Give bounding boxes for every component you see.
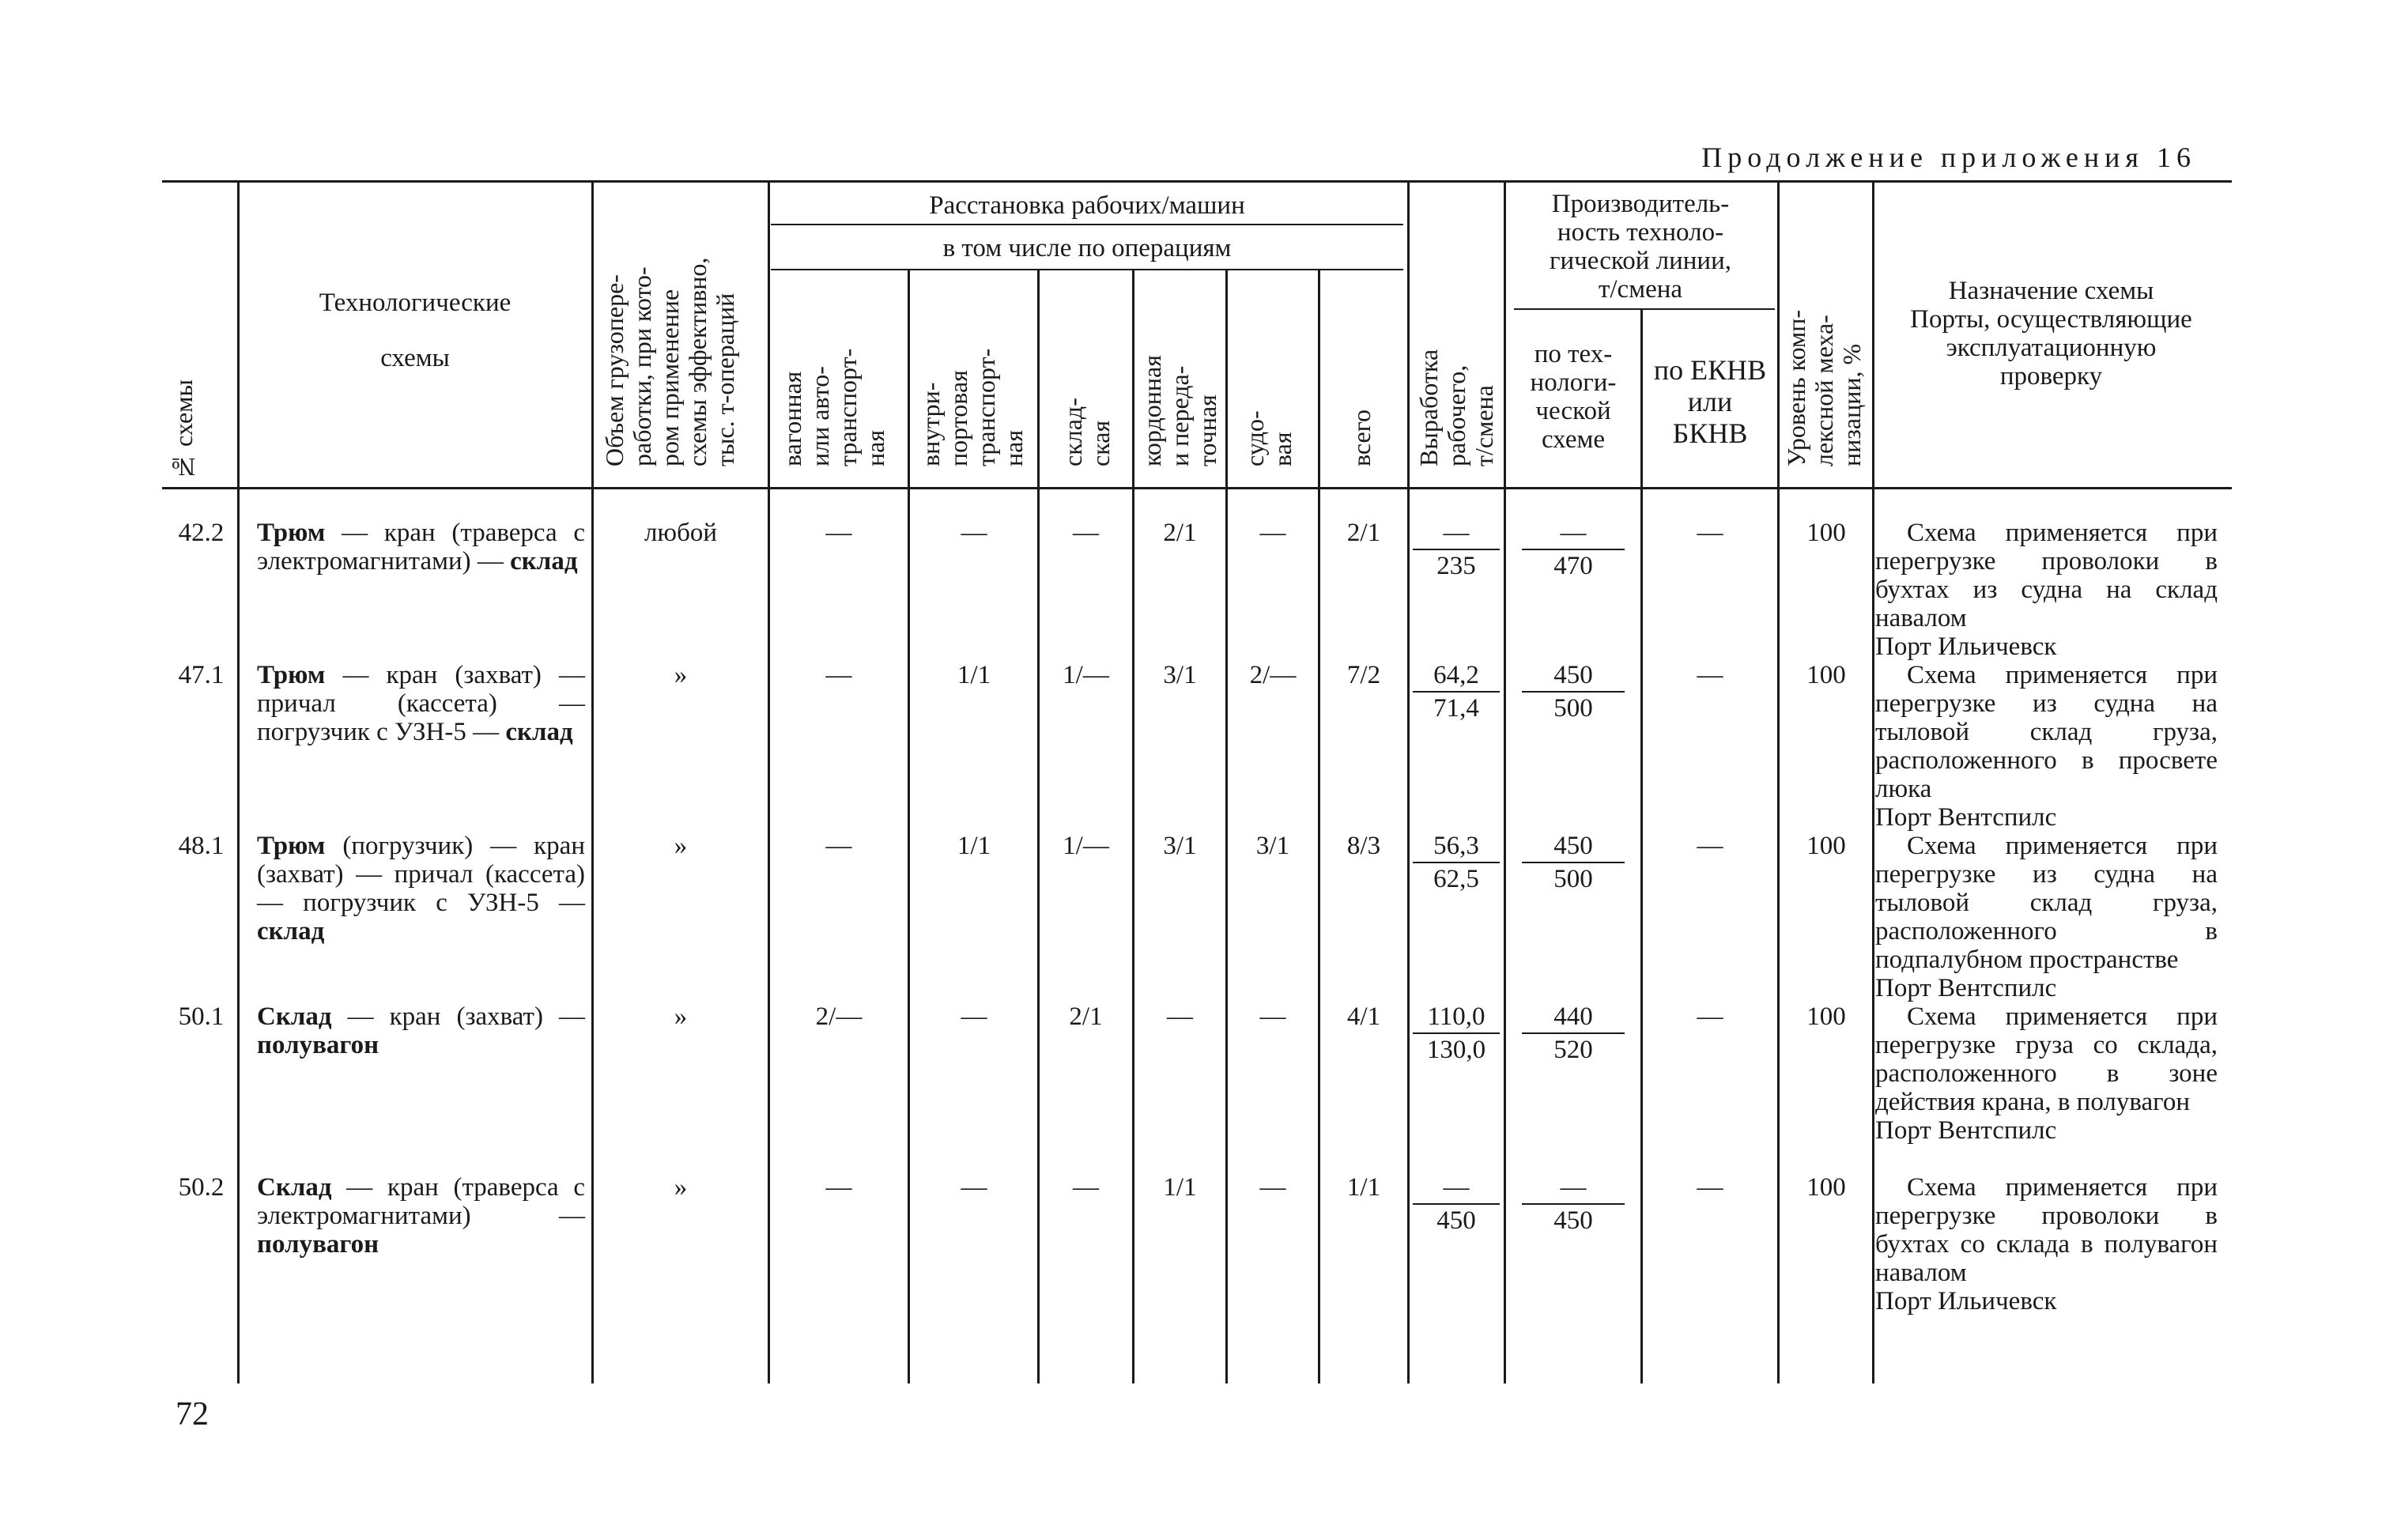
header-arrangement: Расстановка рабочих/машин bbox=[929, 191, 1245, 220]
row-prod-scheme: $\frac{440}{520}$ bbox=[1522, 1002, 1625, 1066]
row-num: 47.1 bbox=[178, 661, 225, 689]
row-scheme: Склад — кран (траверса с электромагнитами) — полувагон bbox=[257, 1173, 585, 1259]
row-op-total: 8/3 bbox=[1346, 832, 1381, 860]
row-op-ship: 2/— bbox=[1249, 661, 1297, 689]
row-purpose: Схема применяется при перегрузке из судна на тыловой склад груза, расположенного в просвете люка Порт Вентспилс bbox=[1875, 661, 2218, 832]
col-rule bbox=[768, 182, 770, 1383]
row-op-cordon: 3/1 bbox=[1163, 661, 1197, 689]
row-op-total: 2/1 bbox=[1346, 519, 1381, 547]
row-op-warehouse: 1/— bbox=[1063, 661, 1109, 689]
row-op-cordon: 3/1 bbox=[1163, 832, 1197, 860]
header-op-total: всего bbox=[1347, 409, 1376, 466]
row-mechanization: 100 bbox=[1806, 1002, 1846, 1031]
header-tech-schemes: Технологические схемы bbox=[319, 289, 512, 372]
row-output: — 450 bbox=[1413, 1173, 1500, 1236]
row-prod-ekhnv: — bbox=[1697, 832, 1723, 860]
row-output: $\frac{56,3}{62,5}$ bbox=[1413, 832, 1500, 895]
col-rule bbox=[1132, 269, 1134, 1383]
row-op-warehouse: 1/— bbox=[1063, 832, 1109, 860]
row-op-wagon: 2/— bbox=[815, 1002, 863, 1031]
page-header: Продолжение приложения 16 bbox=[1701, 142, 2196, 173]
row-prod-scheme: $\frac{450}{500}$ bbox=[1522, 661, 1625, 724]
row-op-internal: 1/1 bbox=[957, 661, 991, 689]
col-rule bbox=[1037, 269, 1040, 1383]
header-productivity: Производитель- ность техноло- гической линии, т/смена bbox=[1549, 190, 1732, 304]
operations-rule bbox=[771, 269, 1403, 270]
page-number: 72 bbox=[176, 1396, 209, 1432]
row-op-internal: 1/1 bbox=[957, 832, 991, 860]
col-rule bbox=[1318, 269, 1320, 1383]
header-mechanization: Уровень комп- лексной меха- низации, % bbox=[1782, 309, 1866, 466]
row-op-warehouse: 2/1 bbox=[1069, 1002, 1103, 1031]
row-op-internal: — bbox=[961, 1002, 987, 1031]
row-op-ship: — bbox=[1259, 519, 1286, 547]
row-scheme: Трюм — кран (захват) — причал (кассета) — погрузчик с УЗН-5 — склад bbox=[257, 661, 585, 746]
productivity-rule bbox=[1514, 308, 1775, 310]
row-op-internal: — bbox=[961, 1173, 987, 1202]
row-volume: » bbox=[674, 832, 688, 860]
col-rule bbox=[1872, 182, 1874, 1383]
header-prod-by-scheme: по тех- нологи- ческой схеме bbox=[1530, 340, 1617, 454]
col-rule bbox=[237, 182, 240, 1383]
row-volume: любой bbox=[644, 519, 718, 547]
row-prod-scheme: — 470 bbox=[1522, 519, 1625, 582]
header-op-ship: судо- вая bbox=[1240, 410, 1297, 466]
row-mechanization: 100 bbox=[1806, 832, 1846, 860]
header-by-operations: в том числе по операциям bbox=[942, 234, 1232, 262]
col-rule bbox=[1777, 182, 1780, 1383]
row-volume: » bbox=[674, 1173, 688, 1202]
row-op-cordon: 2/1 bbox=[1163, 519, 1197, 547]
col-rule bbox=[908, 269, 910, 1383]
row-op-wagon: — bbox=[825, 1173, 852, 1202]
header-op-wagon: вагонная или авто- транспорт- ная bbox=[778, 348, 889, 466]
col-rule bbox=[1407, 182, 1410, 1383]
row-op-ship: — bbox=[1259, 1002, 1286, 1031]
col-rule bbox=[591, 182, 594, 1383]
header-op-warehouse: склад- ская bbox=[1059, 398, 1115, 466]
header-bottom-rule bbox=[162, 487, 2232, 489]
header-prod-by-ekhnv: по ЕКНВ или БКНВ bbox=[1653, 354, 1767, 449]
row-mechanization: 100 bbox=[1806, 519, 1846, 547]
row-purpose: Схема применяется при перегрузке проволоки в бухтах из судна на склад навалом Порт Ильичевск bbox=[1875, 519, 2218, 661]
table-top-rule bbox=[162, 180, 2232, 183]
row-op-total: 1/1 bbox=[1346, 1173, 1381, 1202]
row-volume: » bbox=[674, 1002, 688, 1031]
row-prod-ekhnv: — bbox=[1697, 1173, 1723, 1202]
row-prod-scheme: — 450 bbox=[1522, 1173, 1625, 1236]
row-prod-ekhnv: — bbox=[1697, 661, 1723, 689]
header-output: Выработка рабочего, т/смена bbox=[1414, 349, 1498, 466]
row-num: 50.1 bbox=[178, 1002, 225, 1031]
row-op-ship: — bbox=[1259, 1173, 1286, 1202]
row-purpose: Схема применяется при перегрузке проволоки в бухтах со склада в полувагон навалом Порт Ильичевск bbox=[1875, 1173, 2218, 1315]
header-op-cordon: кордонная и переда- точная bbox=[1138, 355, 1221, 466]
row-scheme: Склад — кран (захват) — полувагон bbox=[257, 1002, 585, 1059]
row-output: $\frac{110,0}{130,0}$ bbox=[1413, 1002, 1500, 1066]
row-op-warehouse: — bbox=[1073, 519, 1099, 547]
row-output: $\frac{64,2}{71,4}$ bbox=[1413, 661, 1500, 724]
row-mechanization: 100 bbox=[1806, 1173, 1846, 1202]
row-op-wagon: — bbox=[825, 519, 852, 547]
row-num: 48.1 bbox=[178, 832, 225, 860]
row-prod-ekhnv: — bbox=[1697, 1002, 1723, 1031]
header-purpose: Назначение схемы Порты, осуществляющие эксплуатационную проверку bbox=[1910, 277, 2192, 391]
header-scheme-no: № схемы bbox=[169, 379, 198, 481]
row-num: 50.2 bbox=[178, 1173, 225, 1202]
row-mechanization: 100 bbox=[1806, 661, 1846, 689]
row-output: — 235 bbox=[1413, 519, 1500, 582]
row-op-cordon: — bbox=[1167, 1002, 1193, 1031]
row-op-wagon: — bbox=[825, 661, 852, 689]
header-op-internal: внутри- портовая транспорт- ная bbox=[916, 348, 1028, 466]
row-scheme: Трюм — кран (траверса с электромагнитами) — склад bbox=[257, 519, 585, 576]
row-purpose: Схема применяется при перегрузке груза со склада, расположенного в зоне действия крана, в полувагон Порт Вентспилс bbox=[1875, 1002, 2218, 1145]
row-op-warehouse: — bbox=[1073, 1173, 1099, 1202]
row-volume: » bbox=[674, 661, 688, 689]
row-op-total: 4/1 bbox=[1346, 1002, 1381, 1031]
row-op-internal: — bbox=[961, 519, 987, 547]
row-prod-scheme: $\frac{450}{500}$ bbox=[1522, 832, 1625, 895]
row-scheme: Трюм (погрузчик) — кран (захват) — причал (кассета) — погрузчик с УЗН-5 — склад bbox=[257, 832, 585, 946]
row-purpose: Схема применяется при перегрузке из судна на тыловой склад груза, расположенного в подпалубном пространстве Порт Вентспилс bbox=[1875, 832, 2218, 1002]
row-num: 42.2 bbox=[178, 519, 225, 547]
row-op-total: 7/2 bbox=[1346, 661, 1381, 689]
row-op-wagon: — bbox=[825, 832, 852, 860]
row-op-ship: 3/1 bbox=[1255, 832, 1290, 860]
row-prod-ekhnv: — bbox=[1697, 519, 1723, 547]
col-rule bbox=[1225, 269, 1228, 1383]
row-op-cordon: 1/1 bbox=[1163, 1173, 1197, 1202]
arrangement-rule bbox=[771, 224, 1403, 225]
header-volume: Объем грузопере- работки, при кото- ром применение схемы эффективно, тыс. т-операций bbox=[600, 257, 739, 466]
